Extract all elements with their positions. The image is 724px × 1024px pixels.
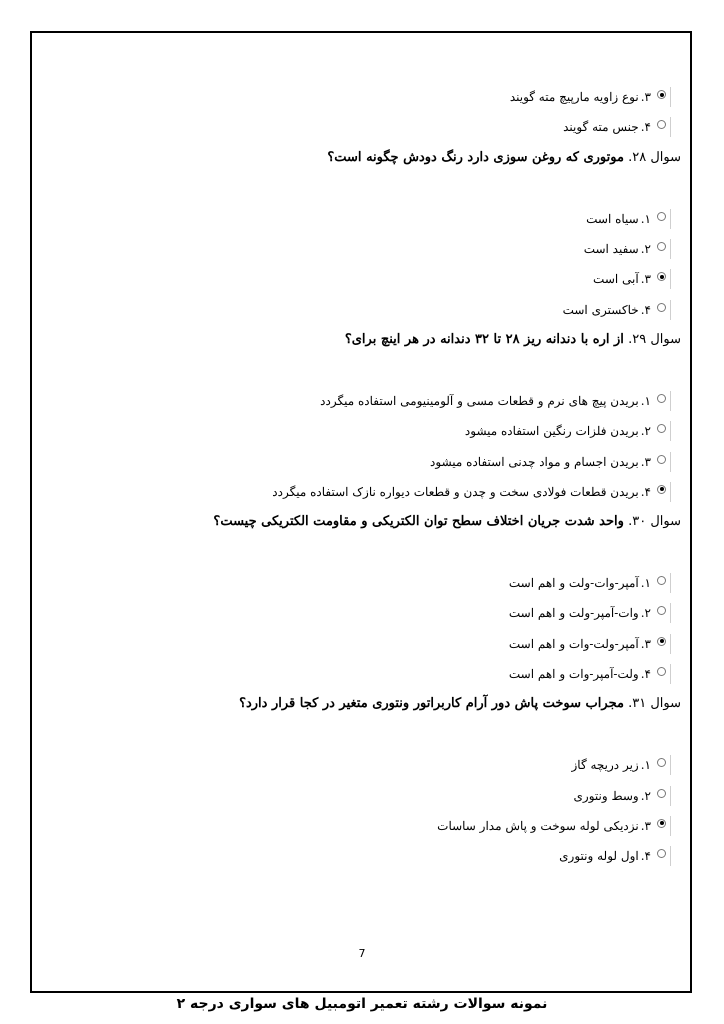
radio-button[interactable]: [654, 846, 671, 866]
option-text: خاکستری است: [562, 302, 639, 317]
radio-button[interactable]: [654, 816, 671, 836]
option-number: ۳.: [640, 272, 651, 287]
option-text: جنس مته گویند: [563, 120, 639, 135]
option-row[interactable]: [33, 112, 683, 142]
option-text: آبی است: [593, 272, 639, 287]
radio-button[interactable]: [654, 664, 671, 684]
radio-unchecked-icon: [657, 606, 666, 615]
option-text: بریدن فلزات رنگین استفاده میشود: [464, 424, 639, 439]
option-row[interactable]: [33, 204, 683, 234]
radio-unchecked-icon: [657, 576, 666, 585]
radio-checked-icon: [657, 637, 666, 646]
option-number: ۴.: [640, 120, 651, 135]
exam-content: [33, 82, 683, 871]
radio-unchecked-icon: [657, 212, 666, 221]
question-31: [33, 689, 683, 719]
option-number: ۴.: [640, 667, 651, 681]
option-text: وات-آمپر-ولت و اهم است: [508, 606, 639, 621]
option-text: سفید است: [583, 242, 639, 257]
option-number: ۳.: [640, 818, 651, 833]
option-row[interactable]: [33, 598, 683, 628]
radio-button[interactable]: [654, 239, 671, 259]
option-row[interactable]: [33, 811, 683, 841]
option-row[interactable]: [33, 477, 683, 507]
option-row[interactable]: [33, 264, 683, 294]
continued-options: [33, 82, 683, 143]
radio-button[interactable]: [654, 634, 671, 654]
radio-button[interactable]: [654, 482, 671, 502]
option-number: ۳.: [640, 90, 651, 105]
question-label: سوال ۳۱.: [628, 696, 681, 712]
radio-unchecked-icon: [657, 394, 666, 403]
option-row[interactable]: [33, 841, 683, 871]
option-number: ۲.: [640, 606, 651, 621]
radio-button[interactable]: [654, 573, 671, 593]
radio-button[interactable]: [654, 87, 671, 107]
question-label: سوال ۳۰.: [628, 513, 681, 529]
radio-unchecked-icon: [657, 242, 666, 251]
radio-button[interactable]: [654, 269, 671, 289]
option-text: نوع زاویه مارپیچ مته گویند: [509, 90, 639, 105]
option-number: ۱.: [640, 576, 651, 591]
option-text: آمپر-ولت-وات و اهم است: [508, 636, 639, 651]
option-row[interactable]: [33, 416, 683, 446]
radio-button[interactable]: [654, 421, 671, 441]
option-number: ۱.: [640, 211, 651, 226]
radio-unchecked-icon: [657, 667, 666, 676]
option-text: وسط ونتوری: [573, 788, 639, 803]
option-number: ۲.: [640, 242, 651, 257]
radio-checked-icon: [657, 485, 666, 494]
option-row[interactable]: [33, 629, 683, 659]
radio-unchecked-icon: [657, 120, 666, 129]
option-row[interactable]: [33, 780, 683, 810]
option-row[interactable]: [33, 446, 683, 476]
radio-unchecked-icon: [657, 849, 666, 858]
option-text: بریدن اجسام و مواد چدنی استفاده میشود: [430, 454, 639, 469]
option-row[interactable]: [33, 294, 683, 324]
option-number: ۴.: [640, 849, 651, 864]
radio-unchecked-icon: [657, 424, 666, 433]
option-text: زیر دریچه گاز: [571, 758, 639, 773]
option-row[interactable]: [33, 750, 683, 780]
radio-button[interactable]: [654, 209, 671, 229]
radio-button[interactable]: [654, 300, 671, 320]
option-text: سیاه است: [586, 211, 639, 226]
radio-checked-icon: [657, 272, 666, 281]
question-29: [33, 325, 683, 355]
radio-button[interactable]: [654, 391, 671, 411]
question-text: موتوری که روغن سوزی دارد رنگ دودش چگونه است؟: [327, 149, 624, 165]
radio-unchecked-icon: [657, 789, 666, 798]
question-28: [33, 143, 683, 173]
option-number: ۴.: [640, 484, 651, 499]
option-number: ۲.: [640, 788, 651, 803]
option-number: ۲.: [640, 424, 651, 439]
question-label: سوال ۲۹.: [628, 331, 681, 347]
question-text: مجراب سوخت پاش دور آرام کاربراتور ونتوری متغیر در کجا قرار دارد؟: [239, 696, 624, 712]
option-text: بریدن قطعات فولادی سخت و چدن و قطعات دیواره نازک استفاده میگردد: [272, 484, 639, 499]
radio-button[interactable]: [654, 603, 671, 623]
option-text: ولت-آمپر-وات و اهم است: [508, 667, 639, 681]
footer-title: نمونه سوالات رشته تعمیر اتومبیل های سواری درجه ۲: [176, 996, 548, 1012]
option-number: ۱.: [640, 758, 651, 773]
radio-unchecked-icon: [657, 758, 666, 767]
question-30: [33, 507, 683, 537]
page-number: 7: [358, 947, 366, 960]
option-row[interactable]: [33, 82, 683, 112]
question-text: از اره با دندانه ریز ۲۸ تا ۳۲ دندانه در هر اینچ برای؟: [344, 331, 624, 347]
question-label: سوال ۲۸.: [628, 149, 681, 165]
option-row[interactable]: [33, 659, 683, 689]
option-row[interactable]: [33, 234, 683, 264]
question-text: واحد شدت جریان اختلاف سطح توان الکتریکی و مقاومت الکتریکی چیست؟: [213, 513, 624, 529]
option-text: نزدیکی لوله سوخت و پاش مدار ساسات: [437, 818, 639, 833]
option-text: آمپر-وات-ولت و اهم است: [508, 576, 639, 591]
radio-button[interactable]: [654, 117, 671, 137]
radio-checked-icon: [657, 819, 666, 828]
radio-unchecked-icon: [657, 303, 666, 312]
option-number: ۴.: [640, 302, 651, 317]
option-number: ۳.: [640, 636, 651, 651]
option-row[interactable]: [33, 568, 683, 598]
radio-button[interactable]: [654, 755, 671, 775]
option-number: ۳.: [640, 454, 651, 469]
option-text: اول لوله ونتوری: [559, 849, 639, 864]
radio-checked-icon: [657, 90, 666, 99]
option-text: بریدن پیچ های نرم و قطعات مسی و آلومینیومی استفاده میگردد: [320, 393, 639, 408]
radio-button[interactable]: [654, 786, 671, 806]
option-number: ۱.: [640, 393, 651, 408]
option-row[interactable]: [33, 386, 683, 416]
radio-unchecked-icon: [657, 455, 666, 464]
radio-button[interactable]: [654, 452, 671, 472]
